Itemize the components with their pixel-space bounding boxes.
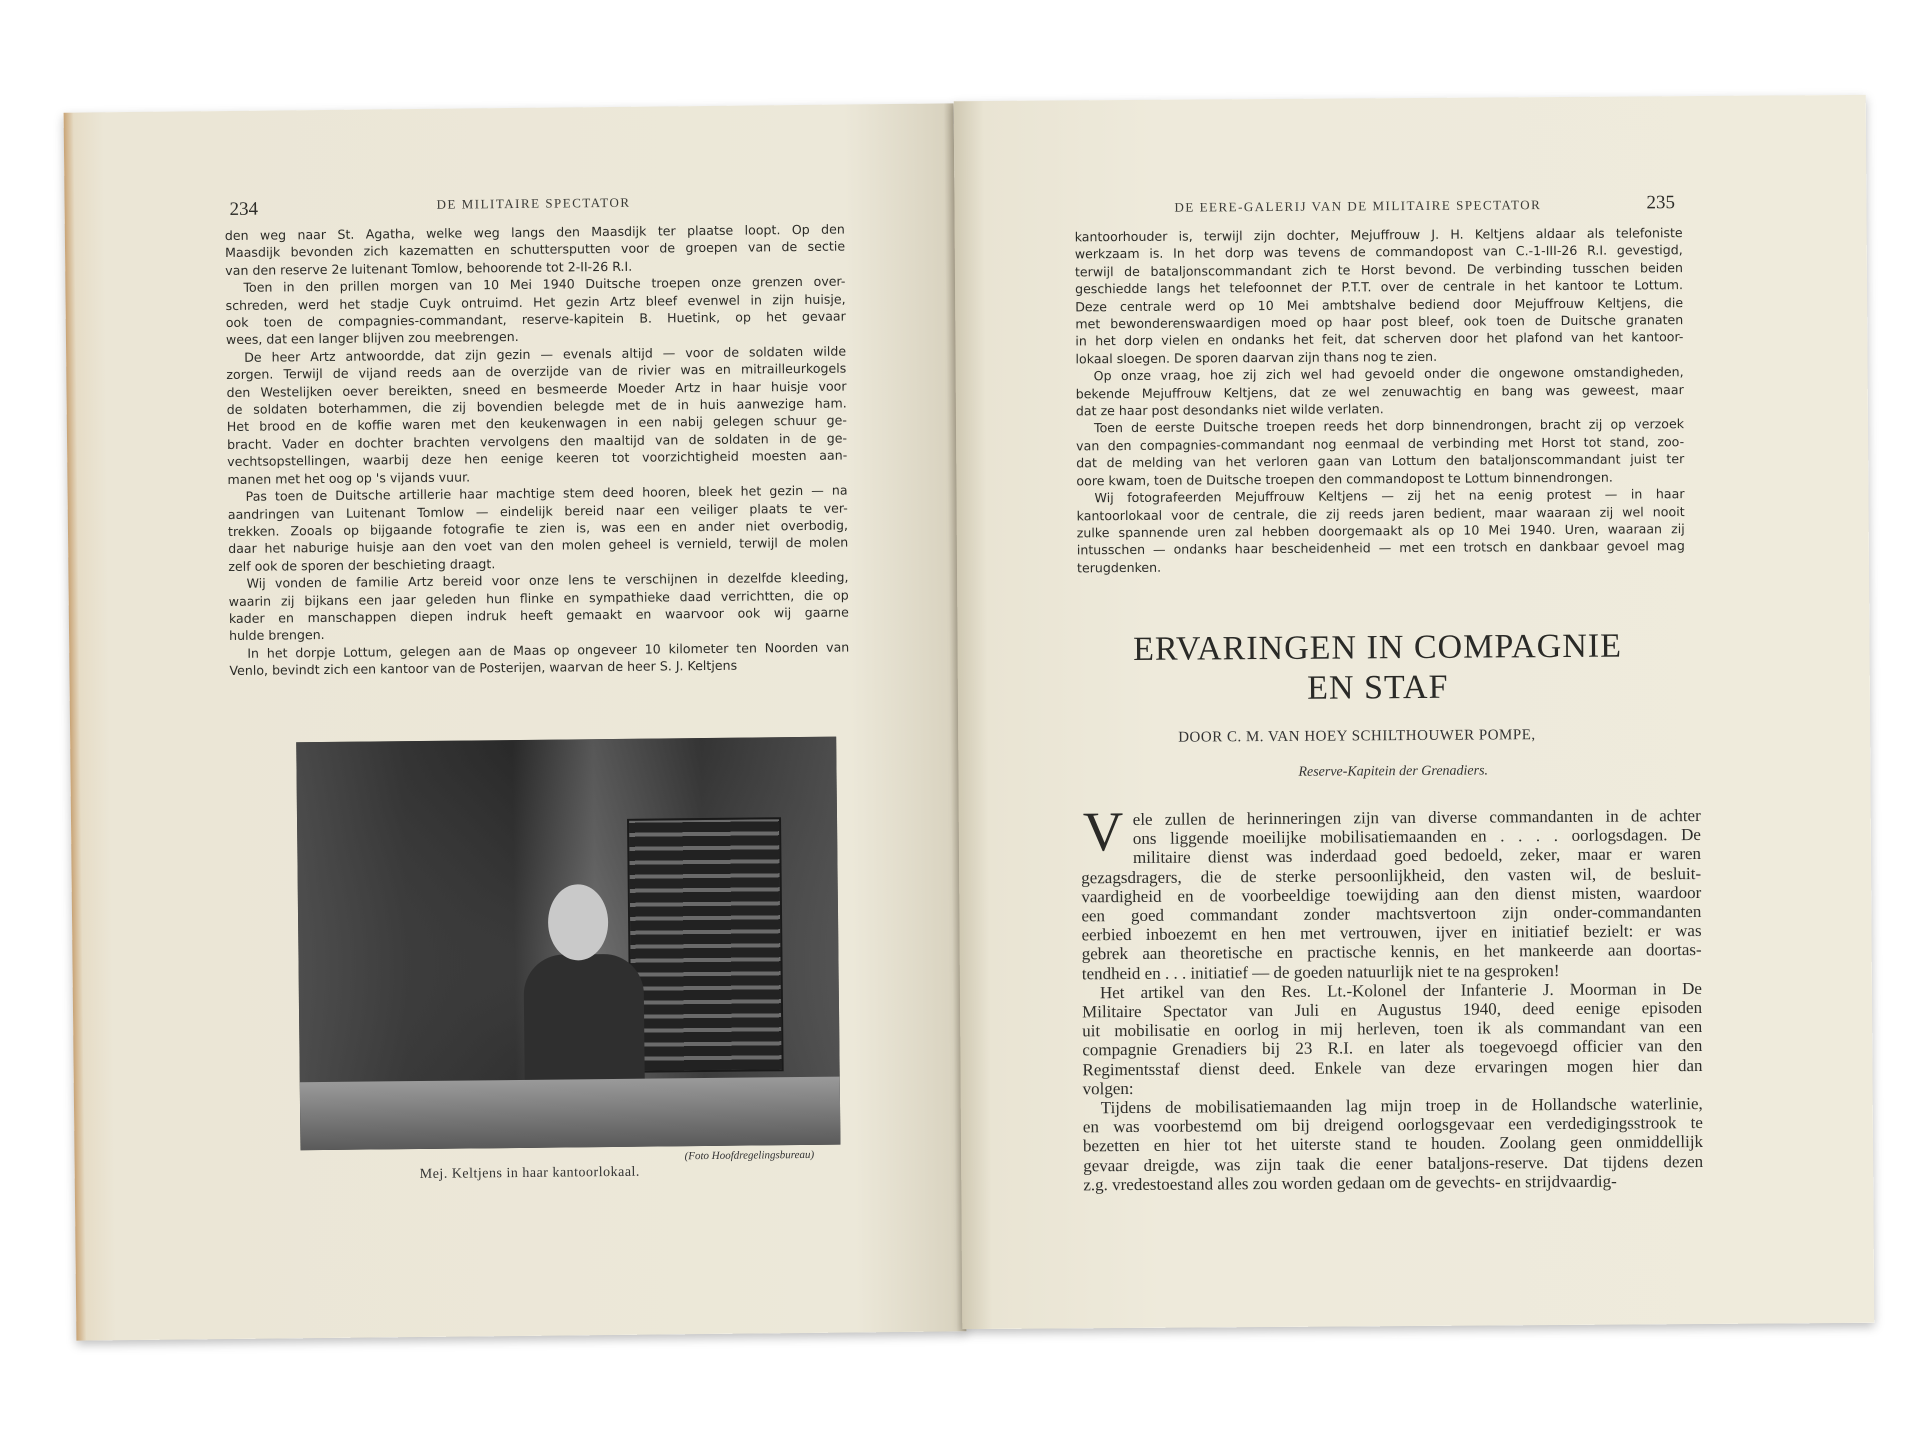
text-line: schreden, werd het stadje Cuyk ontruimd. Het gezin Artz bleef evenwel in zijn huisje,: [225, 291, 846, 313]
text-line: dat ze haar post desondanks niet wilde verlaten.: [1075, 401, 1384, 419]
text-line: Het artikel van den Res. Lt.-Kolonel der Infanterie J. Moorman in De: [1099, 978, 1703, 1003]
text-line: Op onze vraag, hoe zij zich wel had gevoeld onder die ongewone omstandigheden,: [1093, 364, 1684, 384]
drop-cap: V: [1082, 801, 1124, 864]
text-line: en was voorbestemd om bij dreigend oorlogsgevaar een verdedigingsstrook te: [1082, 1113, 1703, 1137]
running-head: DE MILITAIRE SPECTATOR: [436, 194, 631, 212]
photo-switchboard: [627, 817, 784, 1073]
text-line: volgen:: [1082, 1078, 1134, 1099]
text-line: kantoorlokaal voor de centrale, die zij reeds jaren bedient, maar waaraan zij wel nooit: [1076, 503, 1685, 523]
text-line: Maasdijk bevonden zich kazematten en schuttersputten voor de groepen van de sectie: [224, 238, 846, 261]
author-rank: Reserve-Kapitein der Grenadiers.: [1298, 763, 1489, 780]
text-line: bekende Mejuffrouw Keltjens, dat ze wel zenuwachtig en bang was geweest, maar: [1075, 381, 1684, 402]
text-line: lokaal sloegen. De sporen daarvan zijn thans nog te zien.: [1075, 348, 1438, 367]
text-line: hulde brengen.: [229, 627, 325, 644]
text-line: ons liggende moeilijke mobilisatiemaanden en . . . . oorlogsdagen. De: [1132, 825, 1701, 849]
text-line: vechtsopstellingen, waarbij deze hen eenige keeren tot voorzichtigheid moesten aan-: [227, 447, 848, 470]
text-line: ook toen de compagnies-commandant, reserve-kapitein B. Huetink, op het gevaar: [225, 308, 846, 331]
text-line: wees, dat een langer blijven zou meebrengen.: [225, 329, 519, 348]
text-line: gebrek aan theoretische en practische kennis, en het mankeerde aan doortas-: [1081, 940, 1702, 964]
text-line: trekken. Zooals op bijgaande fotografie te zien is, was een en ander niet overbodig,: [227, 517, 849, 539]
text-line: vaardigheid en de voorbeeldige toewijding aan den dienst misten, waardoor: [1081, 882, 1702, 907]
text-line: manen met het oog op 's vijands vuur.: [227, 469, 471, 487]
text-line: een goed commandant zonder machtsvertoon zijn onder-commandanten: [1081, 902, 1702, 926]
photo-caption: Mej. Keltjens in haar kantoorlokaal.: [419, 1164, 640, 1183]
text-line: dat de melding van het verloren gaan van Lottum den bataljonscommandant juist ter: [1076, 451, 1685, 471]
text-line: De heer Artz antwoordde, dat zijn gezin — evenals altijd — voor de soldaten wilde: [244, 343, 847, 365]
text-line: militaire dienst was inderdaad goed bedoeld, zeker, maar er waren: [1132, 844, 1702, 868]
text-line: Toen de eerste Duitsche troepen reeds het dorp binnendrongen, bracht zij op verzoek: [1093, 416, 1685, 436]
text-line: geschiedde langs het telefoonnet der P.T.T. over de centrale in het kantoor te Lottum.: [1074, 277, 1684, 297]
text-line: bracht. Vader en dochter brachten vervolgens den maaltijd van de soldaten in de ge-: [226, 430, 848, 452]
text-line: eerbied inboezemt en hen met vertrouwen, ijver en initiatief bezielt: er was: [1081, 921, 1702, 945]
photo-woman-at-switchboard: [296, 737, 840, 1151]
byline: DOOR C. M. VAN HOEY SCHILTHOUWER POMPE,: [1178, 727, 1536, 746]
left-body-text: [225, 221, 850, 680]
text-line: oore kwam, toen de Duitsche troepen den commandopost te Lottum binnendrongen.: [1076, 469, 1613, 489]
text-line: Wij fotografeerden Mejuffrouw Keltjens — zij het na eenig protest — in haar: [1094, 486, 1685, 506]
photo-desk: [300, 1077, 841, 1151]
text-line: terwijl de bataljonscommandant zich te Horst bevond. De verbinding tusschen beiden: [1074, 259, 1683, 280]
text-line: kantoorhouder is, terwijl zijn dochter, Mejuffrouw J. H. Keltjens aldaar als telefoniste: [1074, 225, 1683, 245]
text-line: Venlo, bevindt zich een kantoor van de Posterijen, waarvan de heer S. J. Keltjens: [229, 657, 738, 679]
article-body-text: [1081, 806, 1704, 1194]
article-title-line-1: ERVARINGEN IN COMPAGNIE: [1133, 627, 1623, 668]
text-line: ele zullen de herinneringen zijn van diverse commandanten in de achter: [1132, 806, 1701, 829]
text-line: Regimentsstaf dienst deed. Enkele van deze ervaringen mogen hier dan: [1082, 1055, 1703, 1079]
text-line: waarin zij bijkans een jaar geleden hun flinke en sympathieke daad verrichtten, die op: [228, 587, 849, 609]
text-line: zulke spannende uren zal hebben doorgemaakt als op 10 Mei 1940. Uren, waaraan zij: [1076, 521, 1685, 541]
text-line: zelf ook de sporen der beschieting draagt.: [228, 555, 496, 574]
text-line: zorgen. Terwijl de vijand reeds aan de overzijde van de rivier was en mitrailleurkogels: [226, 360, 847, 383]
text-line: tendheid en . . . initiatief — de goeden natuurlijk niet te na gesproken!: [1081, 960, 1560, 983]
text-line: Wij vonden de familie Artz bereid voor onze lens te verschijnen in dezelfde kleeding,: [246, 569, 849, 591]
text-line: Deze centrale werd op 10 Mei ambtshalve bediend door Mejuffrouw Keltjens, die: [1075, 294, 1684, 314]
text-line: den weg naar St. Agatha, welke weg langs den Maasdijk ter plaatse loopt. Op den: [224, 221, 845, 244]
text-line: aandringen van Luitenant Tomlow — eindelijk bereid naar een veiliger plaats te ver-: [227, 500, 848, 522]
right-page: [954, 95, 1875, 1329]
text-line: compagnie Grenadiers bij 23 R.I. en later als toegevoegd officier van den: [1082, 1036, 1703, 1060]
text-line: in het dorp vielen en ondanks het feit, dat scherven door het plafond van het kantoor-: [1075, 329, 1684, 349]
photo-figure-head: [548, 884, 609, 961]
photo-credit: (Foto Hoofdregelingsbureau): [684, 1148, 815, 1163]
article-title-line-2: EN STAF: [1307, 668, 1449, 707]
text-line: terugdenken.: [1076, 559, 1162, 576]
text-line: intusschen — ondanks haar bescheidenheid — met een trotsch en dankbaar gevoel mag: [1076, 538, 1685, 558]
text-line: werkzaam is. In het dorp was tevens de commandopost van C.-1-III-26 R.I. gevestigd,: [1074, 242, 1683, 262]
page-number: 235: [1646, 192, 1676, 214]
right-body-text: [1075, 224, 1685, 576]
text-line: Toen in den prillen morgen van 10 Mei 1940 Duitsche troepen onze grenzen over-: [243, 273, 846, 296]
page-number: 234: [229, 198, 259, 220]
left-page: [64, 103, 967, 1340]
running-head: DE EERE-GALERIJ VAN DE MILITAIRE SPECTATOR: [1174, 197, 1542, 215]
text-line: z.g. vredestoestand alles zou worden gedaan om de gevechts- en strijdvaardig-: [1083, 1171, 1617, 1195]
text-line: gevaar dreigde, was zijn taak die eener bataljons-reserve. Dat tijdens dezen: [1083, 1151, 1704, 1175]
article-title: [1057, 626, 1698, 710]
text-line: daar het naburige huisje aan den voet van den molen geheel is vernield, terwijl de molen: [228, 534, 849, 557]
text-line: kader en manschappen diepen indruk heeft gemaakt en waarvoor ook wij gaarne: [228, 604, 849, 626]
text-line: Pas toen de Duitsche artillerie haar machtige stem deed hooren, bleek het gezin — na: [245, 482, 848, 504]
text-line: van den reserve 2e luitenant Tomlow, behoorende tot 2-II-26 R.I.: [225, 258, 633, 278]
text-line: van den compagnies-commandant nog eenmaal de verbinding met Horst tot stand, zoo-: [1076, 433, 1685, 454]
text-line: den Westelijken oever bereikten, sneed en besmeerde Moeder Artz in haar huisje voor: [226, 378, 847, 400]
text-line: In het dorpje Lottum, gelegen aan de Maas op ongeveer 10 kilometer ten Noorden van: [247, 639, 850, 661]
text-line: Militaire Spectator van Juli en Augustus 1940, deed eenige episoden: [1082, 998, 1703, 1022]
text-line: Het brood en de koffie waren met den keukenwagen in een nabij gelegen schuur ge-: [226, 412, 847, 435]
text-line: bezetten en hier tot het uiterste stand te houden. Zoolang geen onmiddellijk: [1082, 1132, 1704, 1156]
text-line: de soldaten boterhammen, die zij bovendien belegde met de in huis aanwezige ham.: [226, 395, 847, 418]
text-line: gezagsdragers, die de sterke persoonlijkheid, den vasten wil, de besluit-: [1081, 863, 1702, 887]
text-line: uit mobilisatie en oorlog in mij herleven, toen ik als commandant van een: [1082, 1017, 1703, 1041]
text-line: met bewonderenswaardigen moed op haar post bleef, ook toen de Duitsche granaten: [1075, 312, 1684, 332]
text-line: Tijdens de mobilisatiemaanden lag mijn troep in de Hollandsche waterlinie,: [1100, 1094, 1703, 1118]
